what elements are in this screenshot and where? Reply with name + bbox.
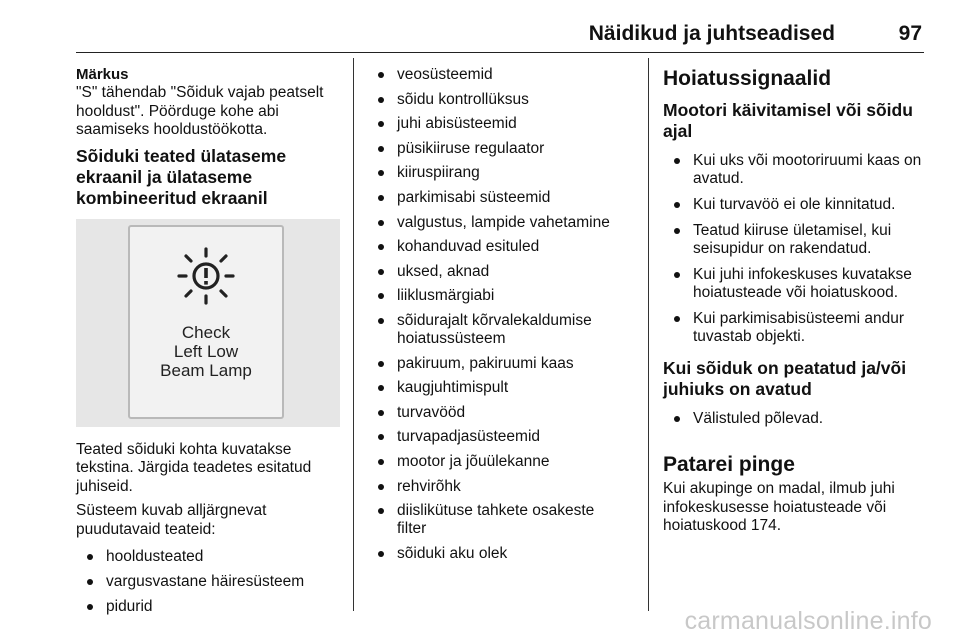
list-item: juhi abisüsteemid xyxy=(373,115,635,133)
list-item: Kui uks või mootoriruumi kaas on avatud. xyxy=(669,152,933,188)
list-item: sõidurajalt kõrvalekaldumise hoiatussüsteem xyxy=(373,312,635,348)
message-list xyxy=(373,66,635,563)
list-item: turvapadjasüsteemid xyxy=(373,428,635,446)
paragraph: Teated sõiduki kohta kuvatakse tekstina. Järgida teadetes esitatud juhiseid. xyxy=(76,440,312,495)
page-number: 97 xyxy=(898,22,922,45)
display-message-figure xyxy=(76,219,340,427)
list-item: Kui parkimisabisüsteemi andur tuvastab objekti. xyxy=(669,310,933,346)
header-rule xyxy=(76,52,924,53)
list-item: rehvirõhk xyxy=(373,478,635,496)
header-title: Näidikud ja juhtseadised xyxy=(588,22,835,45)
list-item: Kui turvavöö ei ole kinnitatud. xyxy=(669,196,933,214)
list-item: Teatud kiiruse ületamisel, kui seisupidur on rakendatud. xyxy=(669,222,933,258)
list-item: diislikütuse tahkete osakeste filter xyxy=(373,502,635,538)
list-item: sõidu kontrollüksus xyxy=(373,91,635,109)
list-item: hooldusteated xyxy=(82,548,342,566)
watermark: carmanualsonline.info xyxy=(684,607,932,635)
display-screen xyxy=(128,225,284,419)
list-item: turvavööd xyxy=(373,404,635,422)
list-item: liiklusmärgiabi xyxy=(373,287,635,305)
list-item: valgustus, lampide vahetamine xyxy=(373,214,635,232)
section-heading: Sõiduki teated ülataseme ekraanil ja ülataseme kombineeritud ekraanil xyxy=(76,145,287,208)
section-heading: Hoiatussignaalid xyxy=(663,67,832,90)
list-item: veosüsteemid xyxy=(373,66,635,84)
warning-list xyxy=(663,410,933,428)
list-item: vargusvastane häiresüsteem xyxy=(82,573,342,591)
list-item: kohanduvad esituled xyxy=(373,238,635,256)
list-item: sõiduki aku olek xyxy=(373,545,635,563)
bulb-warning-icon xyxy=(173,243,239,309)
list-item: pakiruum, pakiruumi kaas xyxy=(373,355,635,373)
list-item: kaugjuhtimispult xyxy=(373,379,635,397)
list-item: pidurid xyxy=(82,598,342,616)
column-2 xyxy=(373,66,635,569)
list-item: püsikiiruse regulaator xyxy=(373,140,635,158)
paragraph: Süsteem kuvab alljärgnevat puudutavaid teateid: xyxy=(76,502,267,538)
display-message: Check Left Low Beam Lamp xyxy=(160,322,252,380)
note-title: Märkus xyxy=(76,66,129,83)
column-divider xyxy=(648,58,649,611)
column-divider xyxy=(353,58,354,611)
list-item: parkimisabi süsteemid xyxy=(373,189,635,207)
column-1 xyxy=(76,66,342,623)
subheading: Kui sõiduk on peatatud ja/või juhiuks on avatud xyxy=(663,358,907,399)
section-heading: Patarei pinge xyxy=(663,453,795,476)
list-item: uksed, aknad xyxy=(373,263,635,281)
subheading: Mootori käivitamisel või sõidu ajal xyxy=(663,100,913,141)
column-3 xyxy=(663,66,933,542)
paragraph: Kui akupinge on madal, ilmub juhi infokeskusesse hoiatusteade või hoiatuskood 174. xyxy=(663,480,895,534)
note-text: "S" tähendab "Sõiduk vajab peatselt hooldust". Pöörduge kohe abi saamiseks hooldustöökotta. xyxy=(76,84,324,138)
list-item: Kui juhi infokeskuses kuvatakse hoiatusteade või hoiatuskood. xyxy=(669,266,933,302)
message-list xyxy=(76,548,342,616)
list-item: mootor ja jõuülekanne xyxy=(373,453,635,471)
warning-list xyxy=(663,152,933,346)
list-item: kiiruspiirang xyxy=(373,164,635,182)
list-item: Välistuled põlevad. xyxy=(669,410,933,428)
